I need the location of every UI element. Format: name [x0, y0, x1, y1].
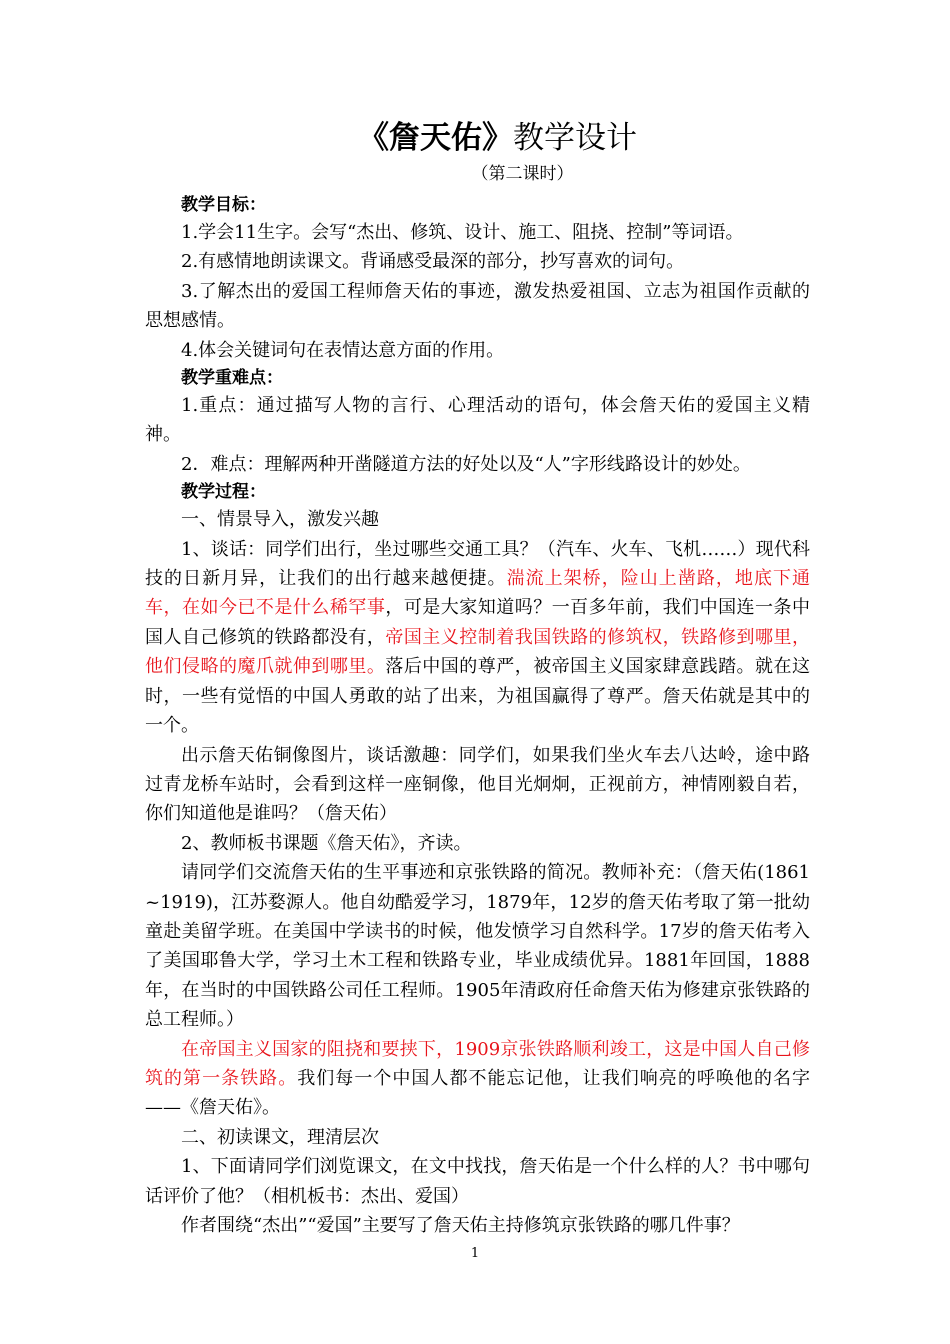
text-span: 1、谈话：同学们出行，坐过哪些交通工具？（汽车、火车、飞机……）现代科技的日新月异，让我们的出行越来越便捷。: [145, 538, 810, 590]
section-heading-1: 一、情景导入，激发兴趣: [181, 509, 379, 531]
objective-item: 1.学会11生字。会写“杰出、修筑、设计、施工、阻挠、控制”等词语。: [181, 222, 744, 243]
section-heading-2: 二、初读课文，理清层次: [181, 1126, 379, 1148]
title-rest: 教学设计: [513, 120, 637, 156]
objective-item: 4.体会关键词句在表情达意方面的作用。: [181, 339, 505, 361]
document-title: [145, 118, 810, 158]
paragraph-question: 作者围绕“杰出”“爱国”主要写了詹天佑主持修筑京张铁路的哪几件事？: [181, 1215, 740, 1236]
paragraph-browse: 1、下面请同学们浏览课文，在文中找找，詹天佑是一个什么样的人？书中哪句话评价了他？（相机板书：杰出、爱国）: [145, 1156, 810, 1207]
keypoints-heading: 教学重难点：: [181, 368, 283, 389]
text-span: 落后中国的尊严，被帝国主义国家肆意践踏。就在这时，一些有觉悟的中国人勇敢的站了出来，为祖国赢得了尊严。詹天佑就是其中的一个。: [145, 656, 811, 737]
process-heading: 教学过程：: [181, 482, 266, 503]
keypoint-item: 1.重点：通过描写人物的言行、心理活动的语句，体会詹天佑的爱国主义精神。: [145, 395, 810, 446]
document-subtitle: （第二课时）: [471, 164, 574, 184]
highlight-text: 在帝国主义国家的阻挠和要挟下，1909京张铁路顺利竣工，这是中国人自己修筑的第一条铁路。: [145, 1038, 810, 1089]
highlight-text: 湍流上架桥，险山上凿路，地底下通车，在如今已不是什么稀罕事: [145, 568, 811, 619]
objective-item: 2.有感情地朗读课文。背诵感受最深的部分，抄写喜欢的词句。: [181, 251, 685, 273]
text-span: 我们每一个中国人都不能忘记他，让我们响亮的呼唤他的名字——《詹天佑》。: [145, 1067, 810, 1119]
objectives-heading: 教学目标：: [181, 195, 266, 215]
paragraph-biography: 请同学们交流詹天佑的生平事迹和京张铁路的简况。教师补充：（詹天佑(1861~1919)，江苏婺源人。他自幼酷爱学习，1879年，12岁的詹天佑考取了第一批幼童赴美留学班。在美国中学读书的时候，他发愤学习自然科学。17岁的詹天佑考入了美国耶鲁大学，学习土木工程和铁路专业，毕业成绩优异。1881年回国，1888年，在当时的中国铁路公司任工程师。1905年清政府任命詹天佑为修建京张铁路的总工程师。）: [145, 862, 810, 1031]
objective-item: 3.了解杰出的爱国工程师詹天佑的事迹，激发热爱祖国、立志为祖国作贡献的思想感情。: [145, 280, 810, 332]
paragraph-railway: [145, 1035, 810, 1123]
paragraph-statue: 出示詹天佑铜像图片，谈话激趣：同学们，如果我们坐火车去八达岭，途中路过青龙桥车站时，会看到这样一座铜像，他目光炯炯，正视前方，神情刚毅自若，你们知道他是谁吗？（詹天佑）: [145, 744, 810, 825]
text-span: ，可是大家知道吗？一百多年前，我们中国连一条中国人自己修筑的铁路都没有，: [145, 597, 811, 648]
paragraph-board: 2、教师板书课题《詹天佑》，齐读。: [181, 832, 472, 854]
keypoint-item: 2．难点：理解两种开凿隧道方法的好处以及“人”字形线路设计的妙处。: [181, 453, 751, 475]
paragraph-intro: [145, 535, 810, 741]
page-number: 1: [470, 1246, 480, 1261]
title-main: 《詹天佑》: [358, 120, 513, 156]
highlight-text: 帝国主义控制着我国铁路的修筑权，铁路修到哪里，他们侵略的魔爪就伸到哪里。: [145, 626, 811, 678]
